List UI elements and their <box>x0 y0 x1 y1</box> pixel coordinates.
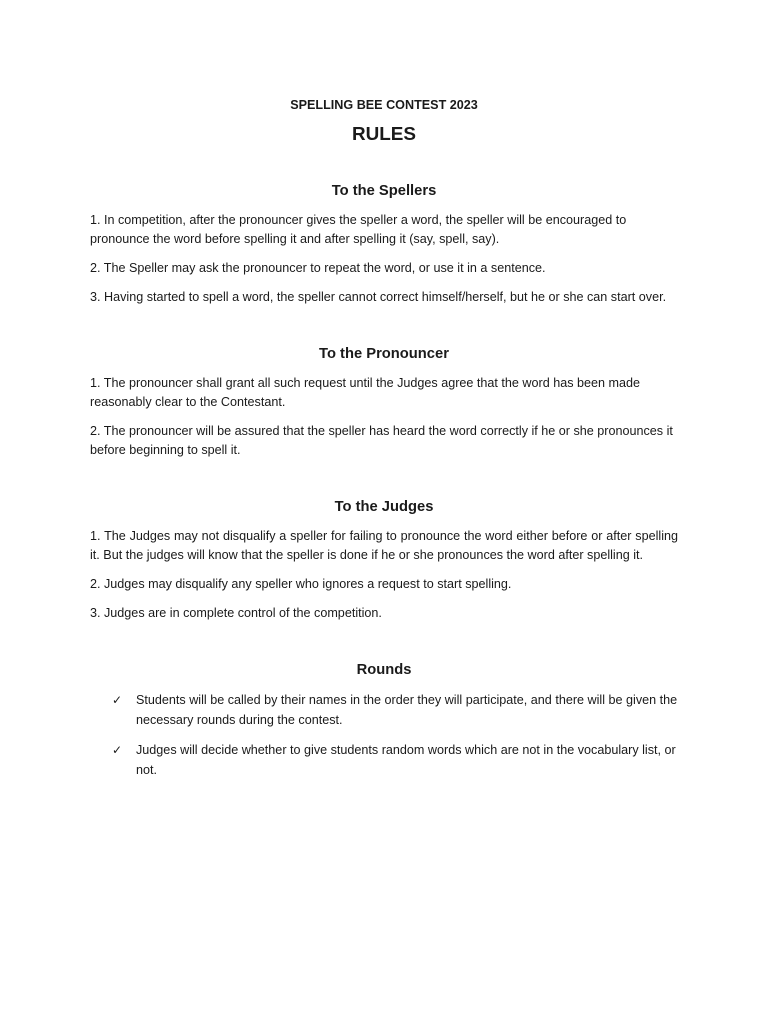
checkmark-icon: ✓ <box>112 743 123 757</box>
rule-text: 2. Judges may disqualify any speller who ignores a request to start spelling. <box>90 577 512 591</box>
section-heading: To the Spellers <box>331 183 437 199</box>
rule-text: 3. Having started to spell a word, the speller cannot correct himself/herself, but he or she can start over. <box>90 290 667 304</box>
list-item-text: Judges will decide whether to give students random words which are not in the vocabulary list, or not. <box>136 743 676 777</box>
rule-text: 1. The pronouncer shall grant all such request until the Judges agree that the word has been made reasonably clear to the Contestant. <box>90 376 641 409</box>
section-spellers <box>90 182 678 307</box>
section-pronouncer <box>90 345 678 460</box>
list-item-text: Students will be called by their names in the order they will participate, and there will be given the necessary rounds during the contest. <box>136 693 678 727</box>
document-page <box>90 96 678 780</box>
rule-text: 2. The pronouncer will be assured that the speller has heard the word correctly if he or she pronounces it before beginning to spell it. <box>90 424 673 457</box>
section-judges <box>90 498 678 623</box>
section-heading: To the Pronouncer <box>319 346 449 362</box>
checkmark-icon: ✓ <box>112 693 123 707</box>
list-item <box>90 740 678 780</box>
rule-text: 3. Judges are in complete control of the competition. <box>90 606 382 620</box>
section-heading: To the Judges <box>334 499 434 515</box>
rule-text: 2. The Speller may ask the pronouncer to repeat the word, or use it in a sentence. <box>90 261 546 275</box>
list-item <box>90 690 678 730</box>
document-title: SPELLING BEE CONTEST 2023 <box>290 98 478 112</box>
rounds-checklist <box>90 690 678 780</box>
rule-text: 1. In competition, after the pronouncer gives the speller a word, the speller will be encouraged to pronounce the word before spelling it and after spelling it (say, spell, say). <box>90 213 627 246</box>
section-rounds <box>90 661 678 780</box>
section-heading: Rounds <box>356 662 412 678</box>
rule-text: 1. The Judges may not disqualify a speller for failing to pronounce the word either before or after spelling it. But the judges will know that the speller is done if he or she pronounces the word after spelling it. <box>90 529 678 562</box>
document-subtitle: RULES <box>351 124 417 145</box>
